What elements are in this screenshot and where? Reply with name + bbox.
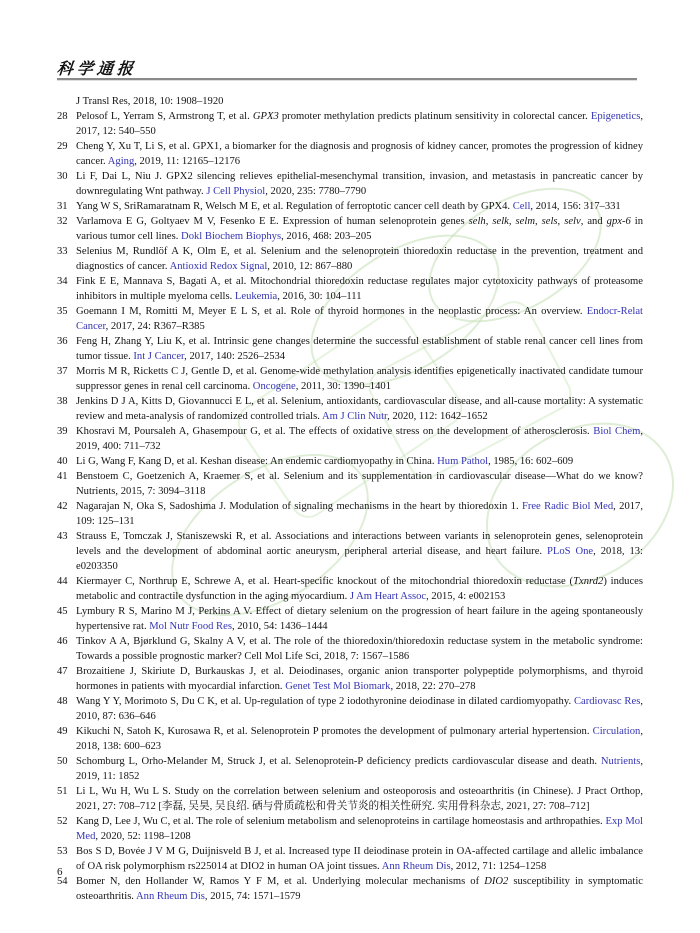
ref-text-segment: promoter methylation predicts platinum sensitivity in colorectal cancer. xyxy=(278,111,591,122)
reference-number: 50 xyxy=(57,756,68,767)
ref-text-segment: Selenius M, Rundlöf A K, Olm E, et al. Selenium and the selenoprotein thioredoxin reductase in the prevention, treatment and diagnostics of cancer. xyxy=(76,246,643,272)
ref-text-segment: , 2017, 140: 2526–2534 xyxy=(184,351,286,362)
reference-item xyxy=(57,664,643,694)
ref-text-segment: Strauss E, Tomczak J, Staniszewski R, et al. Associations and interactions between variants in selenoprotein genes, selenoprotein levels and the development of abdominal aortic aneurysm, peripheral arterial disease, and heart failure. xyxy=(76,531,643,557)
reference-item xyxy=(57,244,643,274)
reference-item xyxy=(57,469,643,499)
reference-item xyxy=(57,169,643,199)
reference-item xyxy=(57,604,643,634)
ref-text-segment: , 2010, 12: 867–880 xyxy=(267,261,353,272)
reference-number: 29 xyxy=(57,141,68,152)
reference-text xyxy=(76,274,643,304)
reference-text xyxy=(76,664,643,694)
reference-number: 42 xyxy=(57,501,68,512)
ref-text-segment: susceptibility in symptomatic osteoarthritis. xyxy=(76,876,643,902)
reference-number: 36 xyxy=(57,336,68,347)
reference-item xyxy=(57,754,643,784)
reference-text xyxy=(76,529,643,574)
reference-item xyxy=(57,274,643,304)
reference-number: 37 xyxy=(57,366,68,377)
reference-number: 32 xyxy=(57,216,68,227)
journal-link[interactable]: Biol Chem xyxy=(593,426,641,437)
reference-item xyxy=(57,784,643,814)
ref-text-segment: , 2014, 156: 317–331 xyxy=(530,201,621,212)
journal-link[interactable]: Ann Rheum Dis xyxy=(381,861,451,872)
ref-italic-text: gpx-6 xyxy=(606,216,631,227)
ref-italic-text: DIO2 xyxy=(484,876,509,887)
ref-text-segment: , 2010, 54: 1436–1444 xyxy=(231,621,328,632)
journal-header xyxy=(57,56,137,79)
ref-text-segment: Kang D, Lee J, Wu C, et al. The role of selenium metabolism and selenoproteins in cartilage homeostasis and arthropathies. xyxy=(76,816,606,827)
reference-item xyxy=(57,364,643,394)
ref-text-segment: Bomer N, den Hollander W, Ramos Y F M, et al. Underlying molecular mechanisms of xyxy=(76,876,485,887)
reference-item xyxy=(57,529,643,574)
reference-number: 43 xyxy=(57,531,68,542)
ref-text-segment: Yang W S, SriRamaratnam R, Welsch M E, et al. Regulation of ferroptotic cancer cell death by GPX4. xyxy=(76,201,513,212)
reference-text xyxy=(76,424,643,454)
journal-link[interactable]: Oncogene xyxy=(252,381,296,392)
journal-link[interactable]: Hum Pathol xyxy=(437,456,489,467)
journal-link[interactable]: Exp Mol Med xyxy=(76,816,643,842)
reference-item xyxy=(57,499,643,529)
ref-text-segment: , 2016, 468: 203–205 xyxy=(281,231,372,242)
ref-text-segment: Bos S D, Bovée J V M G, Duijnisveld B J, et al. Increased type II deiodinase protein in OA-affected cartilage and allelic imbalance of OA risk polymorphism rs225014 at DIO2 in human OA joint tissues. xyxy=(76,846,643,872)
ref-text-segment: Wang Y Y, Morimoto S, Du C K, et al. Up-regulation of type 2 iodothyronine deiodinase in dilated cardiomyopathy. xyxy=(76,696,574,707)
page-number: 6 xyxy=(57,866,63,878)
reference-text xyxy=(76,694,643,724)
ref-text-segment: , xyxy=(508,216,516,227)
journal-link[interactable]: Cardiovasc Res xyxy=(573,696,641,707)
reference-item xyxy=(57,724,643,754)
reference-item xyxy=(57,634,643,664)
reference-number: 49 xyxy=(57,726,68,737)
ref-text-segment: Li F, Dai L, Niu J. GPX2 silencing relieves epithelial-mesenchymal transition, invasion, and metastasis in pancreatic cancer by downregulating Wnt pathway. xyxy=(76,171,643,197)
ref-text-segment: , 2019, 11: 12165–12176 xyxy=(134,156,241,167)
ref-text-segment: , 2016, 30: 104–111 xyxy=(277,291,362,302)
journal-link[interactable]: Ann Rheum Dis xyxy=(136,891,205,902)
ref-text-segment: , xyxy=(485,216,493,227)
ref-text-segment: , xyxy=(534,216,542,227)
journal-link[interactable]: Endocr-Relat Cancer xyxy=(76,306,643,332)
reference-text xyxy=(76,139,643,169)
ref-italic-text: Txnrd2 xyxy=(573,576,604,587)
ref-text-segment: Lymbury R S, Marino M J, Perkins A V. Effect of dietary selenium on the progression of heart failure in the ageing spontaneously hypertensive rat. xyxy=(76,606,643,632)
reference-text xyxy=(76,169,643,199)
ref-text-segment: Brozaitiene J, Skiriute D, Burkauskas J, et al. Deiodinases, organic anion transporter polypeptide polymorphisms, and thyroid hormones in patients with myocardial infarction. xyxy=(76,666,643,692)
ref-italic-text: GPX3 xyxy=(252,111,279,122)
reference-number: 31 xyxy=(57,201,68,212)
reference-text xyxy=(76,574,643,604)
reference-number: 41 xyxy=(57,471,68,482)
ref-text-segment: , xyxy=(557,216,565,227)
ref-text-segment: Khosravi M, Poursaleh A, Ghasempour G, et al. The effects of oxidative stress on the development of atherosclerosis. xyxy=(76,426,594,437)
reference-number: 40 xyxy=(57,456,68,467)
ref-text-segment: , 1985, 16: 602–609 xyxy=(488,456,574,467)
reference-text xyxy=(76,454,643,469)
reference-number: 44 xyxy=(57,576,68,587)
reference-text xyxy=(76,784,643,814)
reference-text xyxy=(76,334,643,364)
ref-text-segment: , 2017, 12: 540–550 xyxy=(76,111,643,137)
reference-number: 35 xyxy=(57,306,68,317)
ref-text-segment: Nagarajan N, Oka S, Sadoshima J. Modulation of signaling mechanisms in the heart by thioredoxin 1. xyxy=(76,501,522,512)
reference-number: 53 xyxy=(57,846,68,857)
ref-text-segment: , 2015, 74: 1571–1579 xyxy=(204,891,301,902)
reference-item xyxy=(57,424,643,454)
ref-text-segment: Goemann I M, Romitti M, Meyer E L S, et al. Role of thyroid hormones in the neoplastic process: An overview. xyxy=(76,306,587,317)
ref-text-segment: , 2017, 109: 125–131 xyxy=(76,501,643,527)
ref-text-segment: Kikuchi N, Satoh K, Kurosawa R, et al. Selenoprotein P promotes the development of pulmonary arterial hypertension. xyxy=(76,726,593,737)
journal-link[interactable]: Antioxid Redox Signal xyxy=(169,261,268,272)
reference-item xyxy=(57,199,643,214)
ref-italic-text: selv xyxy=(564,216,581,227)
ref-text-segment: Schomburg L, Orho-Melander M, Struck J, et al. Selenoprotein-P deficiency predicts cardiovascular disease and death. xyxy=(76,756,601,767)
reference-text xyxy=(76,304,643,334)
reference-list xyxy=(57,94,643,904)
reference-number: 28 xyxy=(57,111,68,122)
ref-text-segment: Li L, Wu H, Wu L S. Study on the correlation between selenium and osteoporosis and osteoarthritis (in Chinese). J Pract Orthop, 2021, 27: 708–712 [李磊, 吴昊, 吴良绍. 硒与骨质疏松和骨关节炎的相关性研究. 实用骨科杂志, 2021, 27: 708–712] xyxy=(76,786,643,812)
journal-link[interactable]: Circulation xyxy=(592,726,641,737)
ref-text-segment: Benstoem C, Goetzenich A, Kraemer S, et al. Selenium and its supplementation in cardiovascular disease—What do we know? Nutrients, 2015, 7: 3094–3118 xyxy=(76,471,643,497)
ref-text-segment: Morris M R, Ricketts C J, Gentle D, et al. Genome-wide methylation analysis identifies epigenetically inactivated candidate tumour suppressor genes in renal cell carcinoma. xyxy=(76,366,643,392)
reference-item xyxy=(57,574,643,604)
ref-text-segment: , and xyxy=(580,216,607,227)
reference-text xyxy=(76,814,643,844)
reference-number: 46 xyxy=(57,636,68,647)
ref-text-segment: Cheng Y, Xu T, Li S, et al. GPX1, a biomarker for the diagnosis and prognosis of kidney cancer, promotes the progression of kidney cancer. xyxy=(76,141,643,167)
ref-text-segment: , 2019, 11: 1852 xyxy=(76,756,643,782)
reference-number: 52 xyxy=(57,816,68,827)
ref-text-segment: Kiermayer C, Northrup E, Schrewe A, et al. Heart-specific knockout of the mitochondrial thioredoxin reductase ( xyxy=(76,576,574,587)
reference-item xyxy=(57,394,643,424)
reference-text xyxy=(76,604,643,634)
ref-text-segment: , 2012, 71: 1254–1258 xyxy=(450,861,547,872)
ref-text-segment: , 2011, 30: 1390–1401 xyxy=(295,381,391,392)
journal-link[interactable]: J Cell Physiol xyxy=(206,186,266,197)
reference-item xyxy=(57,109,643,139)
journal-link[interactable]: Cell xyxy=(512,201,531,212)
reference-text xyxy=(76,244,643,274)
journal-link[interactable]: Nutrients xyxy=(600,756,641,767)
reference-text xyxy=(76,724,643,754)
reference-text xyxy=(76,364,643,394)
ref-text-segment: Pelosof L, Yerram S, Armstrong T, et al. xyxy=(76,111,253,122)
ref-italic-text: selm xyxy=(515,216,535,227)
reference-text xyxy=(76,634,643,664)
journal-link[interactable]: J Am Heart Assoc xyxy=(349,591,427,602)
ref-text-segment: , 2020, 112: 1642–1652 xyxy=(387,411,488,422)
reference-item xyxy=(57,214,643,244)
reference-item xyxy=(57,874,643,904)
reference-text xyxy=(76,844,643,874)
reference-item xyxy=(57,454,643,469)
ref-text-segment: , 2018, 138: 600–623 xyxy=(76,726,643,752)
reference-number: 38 xyxy=(57,396,68,407)
ref-text-segment: , 2017, 24: R367–R385 xyxy=(105,321,205,332)
reference-number: 54 xyxy=(57,876,68,887)
reference-number: 39 xyxy=(57,426,68,437)
journal-link[interactable]: Dokl Biochem Biophys xyxy=(181,231,282,242)
ref-text-segment: , 2010, 87: 636–646 xyxy=(76,696,643,722)
reference-text xyxy=(76,109,643,139)
ref-text-segment: , 2019, 400: 711–732 xyxy=(76,426,643,452)
reference-item xyxy=(57,694,643,724)
ref-text-segment: in various tumor cell lines. xyxy=(76,216,644,242)
reference-number: 45 xyxy=(57,606,68,617)
ref-italic-text: selk xyxy=(492,216,509,227)
reference-continuation xyxy=(57,94,643,109)
journal-link[interactable]: Leukemia xyxy=(234,291,278,302)
reference-text xyxy=(76,214,643,244)
ref-text-segment: , 2020, 52: 1198–1208 xyxy=(95,831,191,842)
ref-text-segment: Feng H, Zhang Y, Liu K, et al. Intrinsic gene changes determine the successful establishment of stable renal cancer cell lines from tumor tissue. xyxy=(76,336,643,362)
reference-text xyxy=(76,874,643,904)
ref-text-segment: , 2018, 13: e0203350 xyxy=(76,546,643,572)
reference-number: 33 xyxy=(57,246,68,257)
journal-link[interactable]: Mol Nutr Food Res xyxy=(149,621,232,632)
reference-number: 30 xyxy=(57,171,68,182)
reference-item xyxy=(57,814,643,844)
ref-text-segment: Fink E E, Mannava S, Bagati A, et al. Mitochondrial thioredoxin reductase regulates major cytotoxicity pathways of proteasome inhibitors in multiple myeloma cells. xyxy=(76,276,643,302)
ref-text-segment: Varlamova E G, Goltyaev M V, Fesenko E E. Expression of human selenoprotein genes xyxy=(76,216,469,227)
ref-text-segment: Tinkov A A, Bjørklund G, Skalny A V, et al. The role of the thioredoxin/thioredoxin reductase system in the metabolic syndrome: Towards a possible prognostic marker? Cell Mol Life Sci, 2018, 7: 1567–1586 xyxy=(76,636,643,662)
reference-number: 51 xyxy=(57,786,68,797)
ref-text-segment: Li G, Wang F, Kang D, et al. Keshan disease: An endemic cardiomyopathy in China. xyxy=(76,456,438,467)
journal-link[interactable]: Free Radic Biol Med xyxy=(521,501,614,512)
journal-link[interactable]: Genet Test Mol Biomark xyxy=(285,681,391,692)
reference-text xyxy=(76,394,643,424)
ref-text-segment: Jenkins D J A, Kitts D, Giovannucci E L, et al. Selenium, antioxidants, cardiovascular disease, and all-cause mortality: A systematic review and meta-analysis of randomized controlled trials. xyxy=(76,396,643,422)
reference-text xyxy=(76,499,643,529)
reference-number: 48 xyxy=(57,696,68,707)
journal-link[interactable]: Int J Cancer xyxy=(133,351,185,362)
reference-item xyxy=(57,304,643,334)
reference-text xyxy=(76,754,643,784)
ref-italic-text: sels xyxy=(541,216,558,227)
ref-text-segment: , 2015, 4: e002153 xyxy=(426,591,506,602)
journal-link[interactable]: Epigenetics xyxy=(590,111,641,122)
ref-text-segment: J Transl Res, 2018, 10: 1908–1920 xyxy=(76,96,224,107)
journal-link[interactable]: Aging xyxy=(107,156,135,167)
ref-text-segment: , 2018, 22: 270–278 xyxy=(390,681,476,692)
ref-text-segment: ) induces metabolic and contractile dysfunction in the aging myocardium. xyxy=(76,576,644,602)
header-divider xyxy=(57,78,637,80)
ref-text-segment: , 2020, 235: 7780–7790 xyxy=(265,186,367,197)
reference-number: 34 xyxy=(57,276,68,287)
reference-item xyxy=(57,334,643,364)
journal-link[interactable]: Am J Clin Nutr xyxy=(321,411,388,422)
reference-item xyxy=(57,844,643,874)
reference-text xyxy=(76,199,643,214)
journal-link[interactable]: PLoS One xyxy=(547,546,594,557)
journal-logo: 科学通报 xyxy=(55,59,138,78)
ref-italic-text: selh xyxy=(468,216,486,227)
reference-number: 47 xyxy=(57,666,68,677)
reference-text xyxy=(76,469,643,499)
reference-item xyxy=(57,139,643,169)
